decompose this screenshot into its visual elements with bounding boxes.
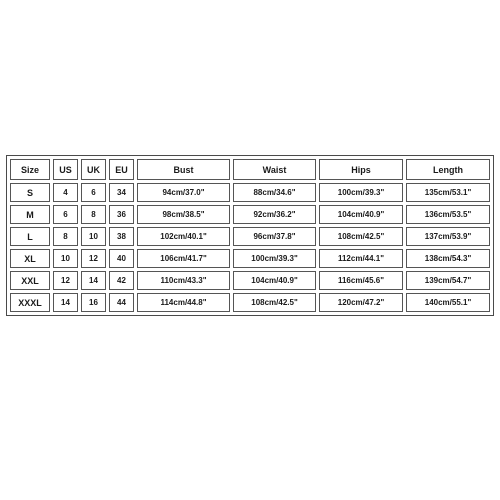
- cell-waist: 108cm/42.5": [233, 293, 316, 312]
- cell-uk: 6: [81, 183, 106, 202]
- table-row: [10, 183, 490, 202]
- cell-uk: 16: [81, 293, 106, 312]
- cell-eu: 36: [109, 205, 134, 224]
- table-row: [10, 227, 490, 246]
- cell-hips: 100cm/39.3": [319, 183, 403, 202]
- header-eu: EU: [109, 159, 134, 180]
- cell-waist: 92cm/36.2": [233, 205, 316, 224]
- cell-uk: 12: [81, 249, 106, 268]
- header-uk: UK: [81, 159, 106, 180]
- cell-eu: 44: [109, 293, 134, 312]
- cell-uk: 10: [81, 227, 106, 246]
- cell-size: S: [10, 183, 50, 202]
- cell-us: 12: [53, 271, 78, 290]
- cell-length: 139cm/54.7": [406, 271, 490, 290]
- cell-length: 140cm/55.1": [406, 293, 490, 312]
- cell-uk: 8: [81, 205, 106, 224]
- cell-waist: 104cm/40.9": [233, 271, 316, 290]
- table-row: [10, 293, 490, 312]
- cell-bust: 114cm/44.8": [137, 293, 230, 312]
- cell-size: XXXL: [10, 293, 50, 312]
- cell-length: 138cm/54.3": [406, 249, 490, 268]
- cell-eu: 40: [109, 249, 134, 268]
- cell-length: 136cm/53.5": [406, 205, 490, 224]
- cell-eu: 34: [109, 183, 134, 202]
- header-hips: Hips: [319, 159, 403, 180]
- size-chart-table: [6, 155, 494, 316]
- cell-hips: 108cm/42.5": [319, 227, 403, 246]
- cell-size: XL: [10, 249, 50, 268]
- header-row: [10, 159, 490, 180]
- header-size: Size: [10, 159, 50, 180]
- cell-uk: 14: [81, 271, 106, 290]
- cell-size: M: [10, 205, 50, 224]
- cell-us: 4: [53, 183, 78, 202]
- cell-us: 14: [53, 293, 78, 312]
- header-waist: Waist: [233, 159, 316, 180]
- cell-hips: 112cm/44.1": [319, 249, 403, 268]
- cell-waist: 96cm/37.8": [233, 227, 316, 246]
- header-length: Length: [406, 159, 490, 180]
- cell-bust: 102cm/40.1": [137, 227, 230, 246]
- cell-hips: 104cm/40.9": [319, 205, 403, 224]
- table-row: [10, 205, 490, 224]
- cell-size: L: [10, 227, 50, 246]
- cell-bust: 94cm/37.0": [137, 183, 230, 202]
- cell-length: 135cm/53.1": [406, 183, 490, 202]
- cell-size: XXL: [10, 271, 50, 290]
- cell-bust: 98cm/38.5": [137, 205, 230, 224]
- header-bust: Bust: [137, 159, 230, 180]
- cell-us: 6: [53, 205, 78, 224]
- cell-eu: 38: [109, 227, 134, 246]
- cell-waist: 88cm/34.6": [233, 183, 316, 202]
- table-row: [10, 271, 490, 290]
- cell-hips: 116cm/45.6": [319, 271, 403, 290]
- cell-length: 137cm/53.9": [406, 227, 490, 246]
- cell-us: 8: [53, 227, 78, 246]
- header-us: US: [53, 159, 78, 180]
- cell-waist: 100cm/39.3": [233, 249, 316, 268]
- cell-hips: 120cm/47.2": [319, 293, 403, 312]
- cell-bust: 110cm/43.3": [137, 271, 230, 290]
- table-row: [10, 249, 490, 268]
- cell-eu: 42: [109, 271, 134, 290]
- cell-us: 10: [53, 249, 78, 268]
- cell-bust: 106cm/41.7": [137, 249, 230, 268]
